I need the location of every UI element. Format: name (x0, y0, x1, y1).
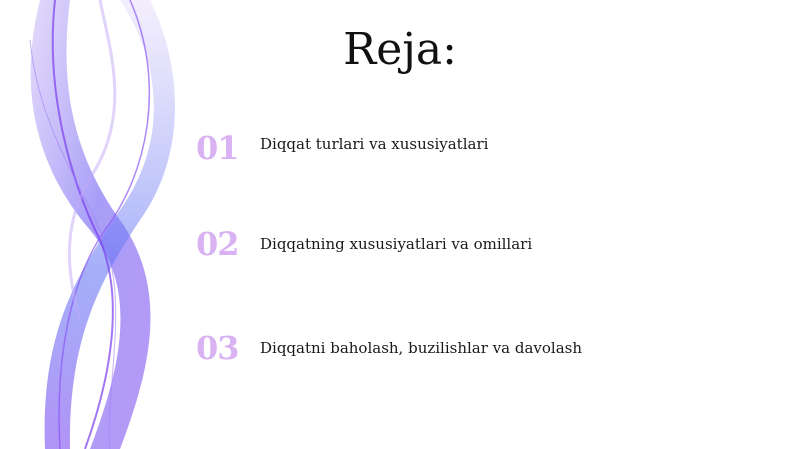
agenda-text: Diqqatni baholash, buzilishlar va davolash (260, 339, 583, 357)
agenda-number: 02 (196, 225, 239, 263)
slide-title: Reja: (343, 24, 457, 75)
agenda-text: Diqqat turlari va xususiyatlari (260, 135, 489, 153)
agenda-item-1 (196, 128, 756, 172)
agenda-number: 01 (196, 129, 239, 167)
agenda-item-3 (196, 328, 756, 372)
decorative-ribbon-graphic (0, 0, 200, 449)
agenda-number: 03 (196, 329, 239, 367)
agenda-item-2 (196, 224, 756, 268)
agenda-text: Diqqatning xususiyatlari va omillari (260, 235, 533, 253)
